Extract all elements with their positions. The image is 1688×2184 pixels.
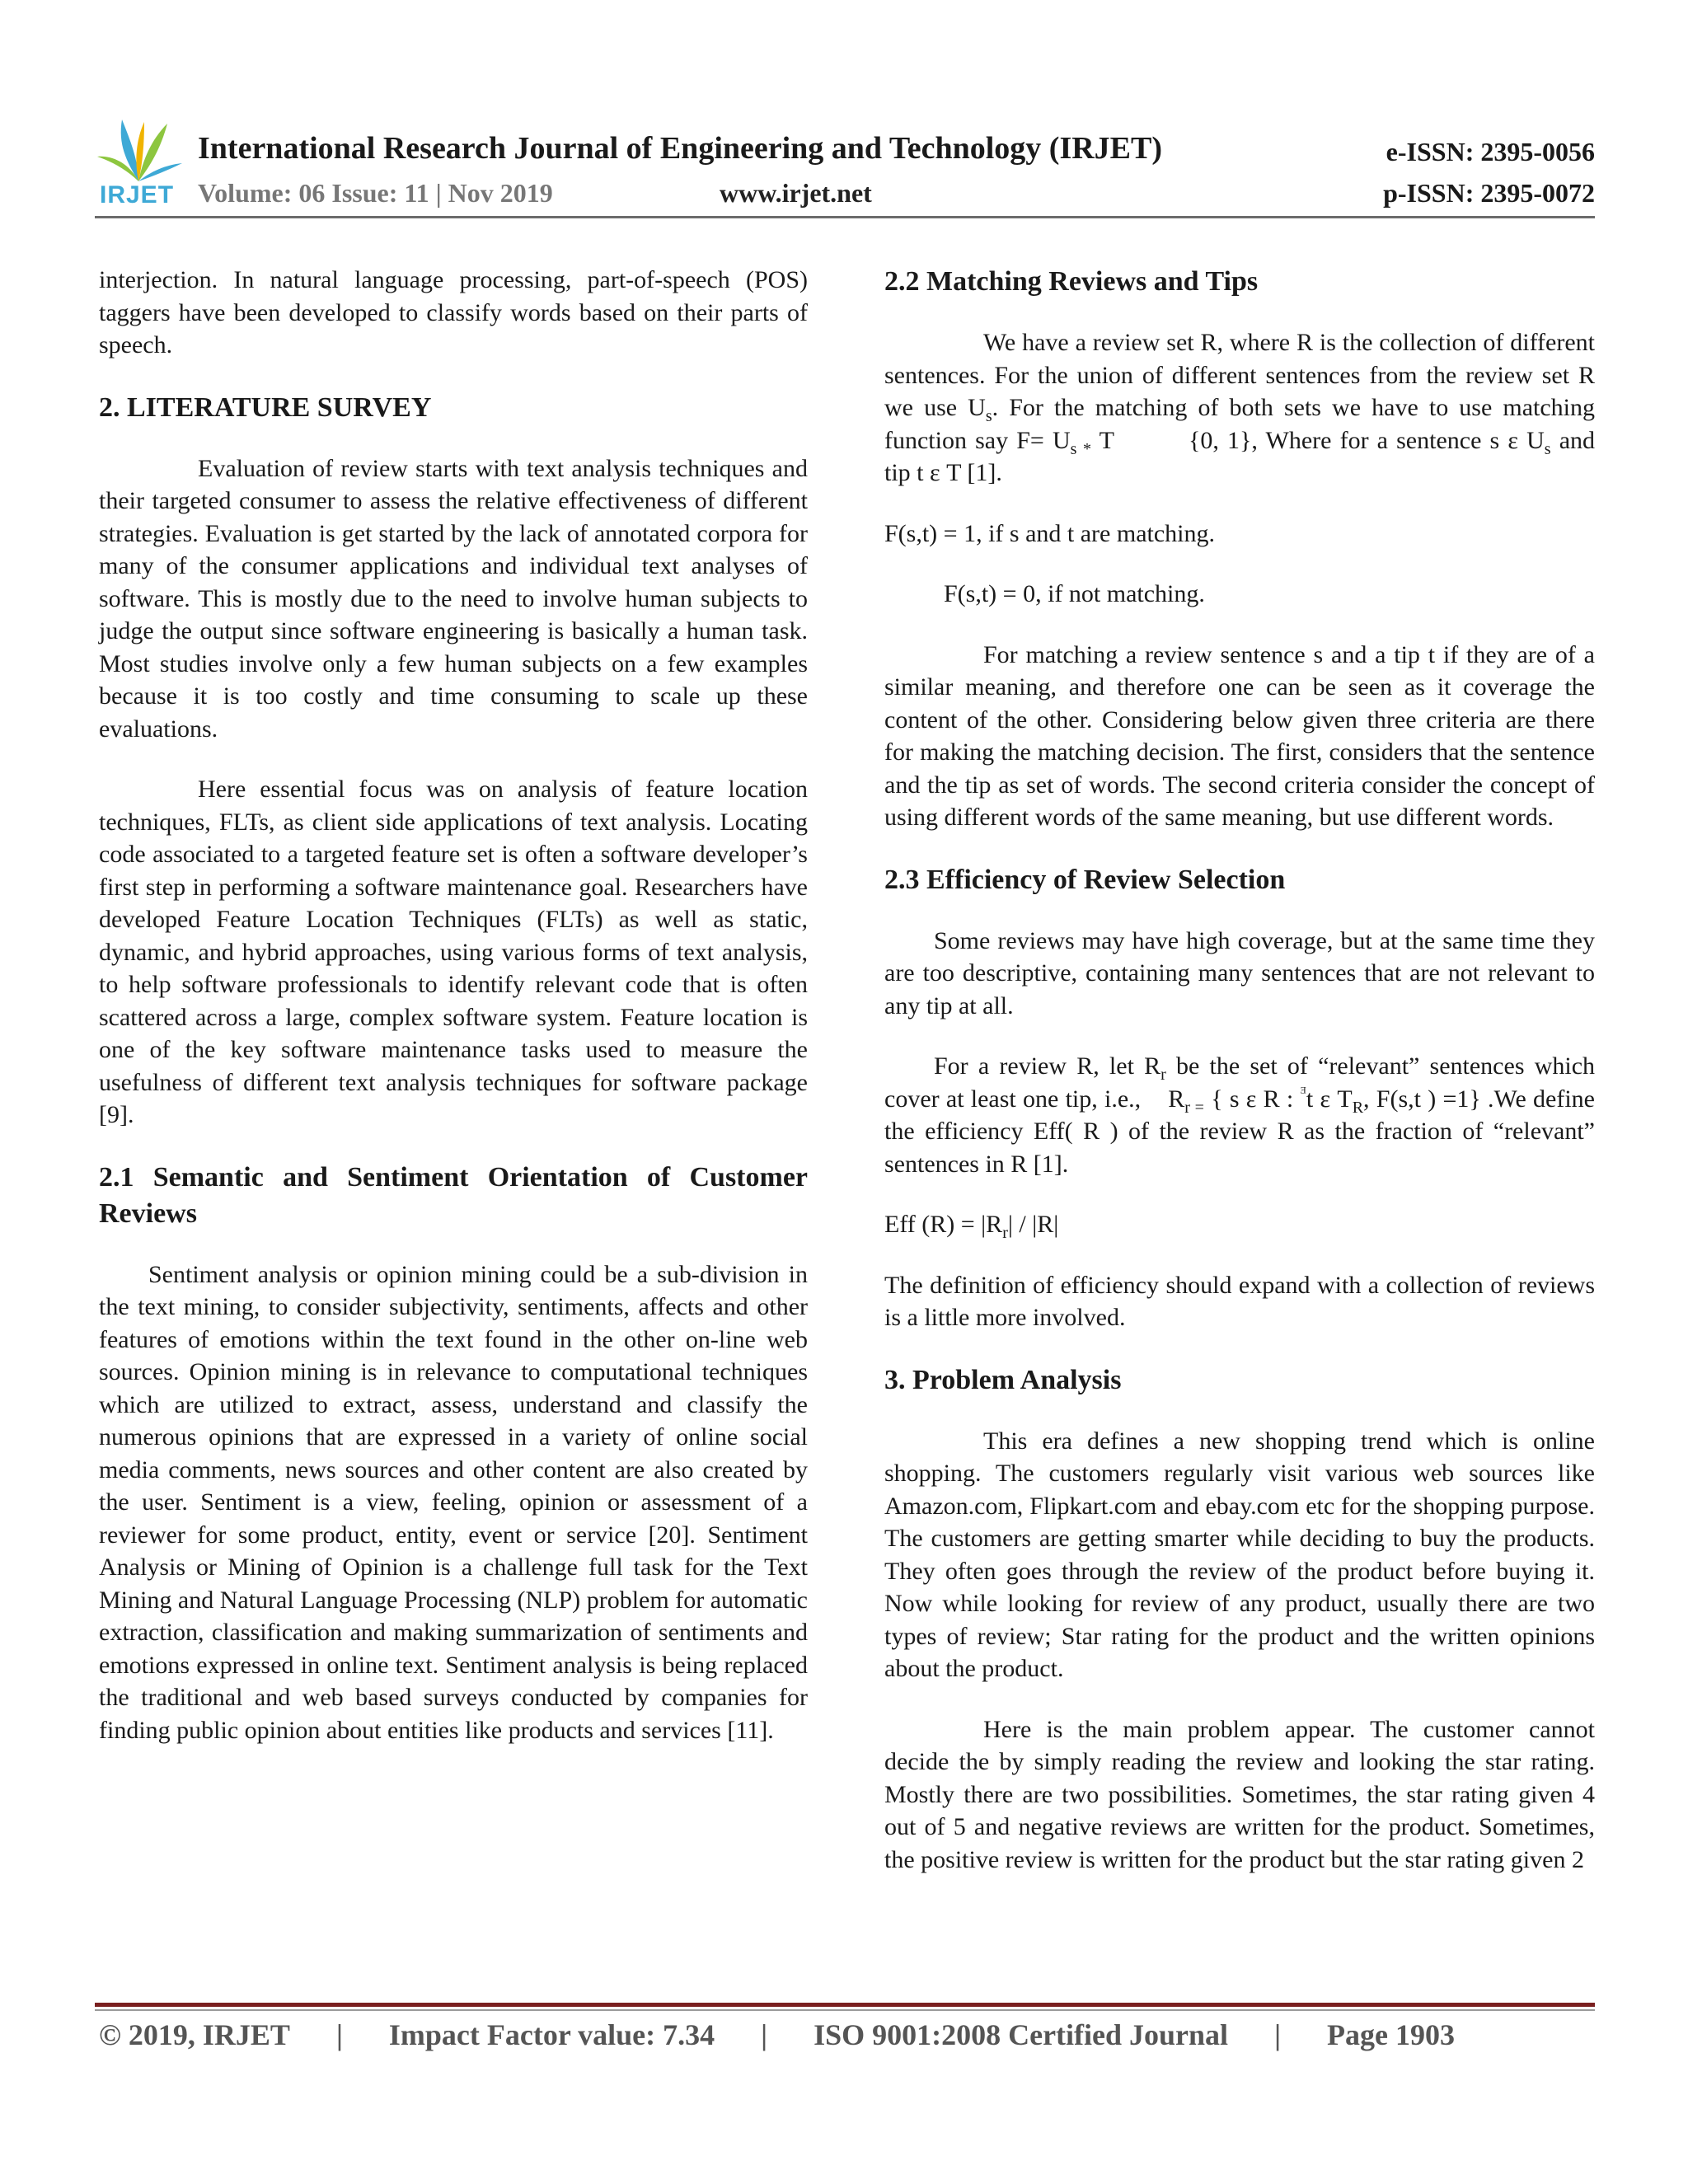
paragraph-matching-criteria: For matching a review sentence s and a tip t if they are of a similar meaning, and therefore one can be seen as it coverage the content of the other. Considering below given three criteria are there for making the matching decision. The first, considers that the sentence and the tip as set of words. The second criteria consider the concept of using different words of the same meaning, but use different words. <box>884 640 1595 831</box>
superscript: ᴲ <box>1300 1083 1306 1102</box>
text-span: T <box>1099 426 1114 454</box>
left-column <box>99 264 808 1774</box>
paragraph-efficiency-definition <box>884 1050 1595 1180</box>
subscript: R <box>1352 1098 1364 1117</box>
right-column <box>884 264 1595 1904</box>
text-span: , F(s,t ) =1} .We define the efficiency Eff( R ) of the review R as the fraction of “relevant” sentences in R [1]. <box>884 1085 1595 1178</box>
text-span: We have a review set R, where R is the collection of different sentences. For the union of different sentences from the review set R we use U <box>884 329 1595 421</box>
logo-text: IRJET <box>100 181 175 209</box>
text-span: | / |R| <box>1007 1211 1059 1238</box>
text-span: R <box>1168 1085 1185 1113</box>
subscript: r <box>1160 1066 1166 1084</box>
journal-title: International Research Journal of Engineering and Technology (IRJET) <box>198 131 1163 166</box>
text-span <box>1141 1085 1168 1113</box>
text-span <box>1204 1085 1211 1113</box>
footer-copyright: © 2019, IRJET <box>99 2018 290 2051</box>
page-footer <box>99 2018 1455 2052</box>
footer-separator: | <box>761 2018 768 2051</box>
page-header <box>93 115 1595 214</box>
subscript: s <box>1544 439 1551 458</box>
paragraph-intro-continued: interjection. In natural language processing, part-of-speech (POS) taggers have been developed to classify words based on their parts of speech. <box>99 266 808 359</box>
heading-semantic-sentiment: 2.1 Semantic and Sentiment Orientation of Customer Reviews <box>99 1161 808 1229</box>
eissn: e-ISSN: 2395-0056 <box>1386 137 1595 166</box>
text-span <box>1166 1052 1176 1080</box>
heading-problem-analysis: 3. Problem Analysis <box>884 1364 1122 1395</box>
text-span: For a review R, let R <box>934 1052 1161 1080</box>
journal-website: www.irjet.net <box>720 178 872 208</box>
header-rule <box>95 216 1595 218</box>
paragraph-shopping-trend: This era defines a new shopping trend which is online shopping. The customers regularly visit various web sources like Amazon.com, Flipkart.com and ebay.com etc for the shopping purpose. The customers are getting smarter while deciding to buy the products. They often goes through the review of the product before buying it. Now while looking for review of any product, usually there are two types of review; Star rating for the product and the written opinions about the product. <box>884 1427 1595 1682</box>
subscript: s * <box>1070 439 1092 458</box>
subscript: s <box>985 407 992 425</box>
text-span: { s ε R : <box>1211 1085 1294 1113</box>
footer-page-number: Page 1903 <box>1327 2018 1455 2051</box>
subscript: r <box>1002 1224 1008 1242</box>
text-span: and tip t ε T [1]. <box>884 426 1596 486</box>
text-span <box>1091 427 1100 454</box>
text-span: . For the matching of both sets we have to use matching function say F= U <box>884 394 1596 454</box>
footer-rule <box>95 2003 1595 2007</box>
text-span: Eff (R) = |R <box>884 1211 1003 1238</box>
paragraph-main-problem: Here is the main problem appear. The customer cannot decide the by simply reading the review and looking the star rating. Mostly there are two possibilities. Sometimes, the star rating given 4 out of 5 and negative reviews are written for the product. Sometimes, the positive review is written for the product but the star rating given 2 <box>884 1715 1595 1873</box>
pissn: p-ISSN: 2395-0072 <box>1383 178 1595 208</box>
text-span <box>1551 427 1559 454</box>
text-span: t ε T <box>1306 1085 1353 1113</box>
leaf-logo-icon <box>93 115 184 185</box>
volume-issue: Volume: 06 Issue: 11 | Nov 2019 <box>198 178 553 208</box>
paragraph-matching-definition <box>884 326 1595 490</box>
paragraph-feature-location: Here essential focus was on analysis of feature location techniques, FLTs, as client side applications of text analysis. Locating code associated to a targeted feature set is often a software developer’s first step in performing a software maintenance goal. Researchers have developed Feature Location Techniques (FLTs) as well as static, dynamic, and hybrid approaches, using various forms of text analysis, to help software professionals to identify relevant code that is often scattered across a large, complex software system. Feature location is one of the key software maintenance tasks used to measure the usefulness of different text analysis techniques for software package [9]. <box>99 776 808 1128</box>
footer-separator: | <box>335 2018 343 2051</box>
equation-match-true: F(s,t) = 1, if s and t are matching. <box>884 519 1216 547</box>
paragraph-evaluation: Evaluation of review starts with text analysis techniques and their targeted consumer to assess the relative effectiveness of different strategies. Evaluation is get started by the lack of annotated corpora for many of the consumer applications and individual text analyses of software. This is mostly due to the need to involve human subjects to judge the output since software engineering is basically a human task. Most studies involve only a few human subjects on a few examples because it is too costly and time consuming to scale up these evaluations. <box>99 454 808 743</box>
heading-matching-reviews: 2.2 Matching Reviews and Tips <box>884 266 1259 297</box>
equation-efficiency <box>884 1208 1595 1241</box>
heading-literature-survey: 2. LITERATURE SURVEY <box>99 391 432 423</box>
equation-match-false: F(s,t) = 0, if not matching. <box>944 580 1205 607</box>
footer-rule-thin <box>95 2009 1595 2011</box>
text-span: be the set of “relevant” sentences which cover at least one tip, i.e., <box>884 1052 1596 1113</box>
paragraph-efficiency-coverage: Some reviews may have high coverage, but at the same time they are too descriptive, containing many sentences that are not relevant to any tip at all. <box>884 926 1595 1019</box>
heading-efficiency: 2.3 Efficiency of Review Selection <box>884 864 1286 895</box>
footer-separator: | <box>1274 2018 1281 2051</box>
paragraph-efficiency-collection: The definition of efficiency should expand with a collection of reviews is a little more involved. <box>884 1271 1595 1331</box>
footer-impact-factor: Impact Factor value: 7.34 <box>388 2018 715 2051</box>
subscript: r = <box>1184 1098 1204 1117</box>
text-span <box>1293 1085 1300 1113</box>
irjet-logo <box>93 115 184 214</box>
paragraph-sentiment-analysis: Sentiment analysis or opinion mining could be a sub-division in the text mining, to consider subjectivity, sentiments, affects and other features of emotions within the text found in the other on-line web sources. Opinion mining is in relevance to computational techniques which are utilized to extract, assess, understand and classify the numerous opinions that are expressed in a variety of online social media comments, news sources and other content are also created by the user. Sentiment is a view, feeling, opinion or assessment of a reviewer for some product, entity, event or service [20]. Sentiment Analysis or Mining of Opinion is a challenge full task for the Text Mining and Natural Language Processing (NLP) problem for automatic extraction, classification and making summarization of sentiments and emotions expressed in online text. Sentiment analysis is being replaced the traditional and web based surveys conducted by companies for finding public opinion about entities like products and services [11]. <box>99 1260 808 1744</box>
text-span: {0, 1}, Where for a sentence s ε U <box>1188 426 1545 454</box>
footer-iso: ISO 9001:2008 Certified Journal <box>814 2018 1229 2051</box>
